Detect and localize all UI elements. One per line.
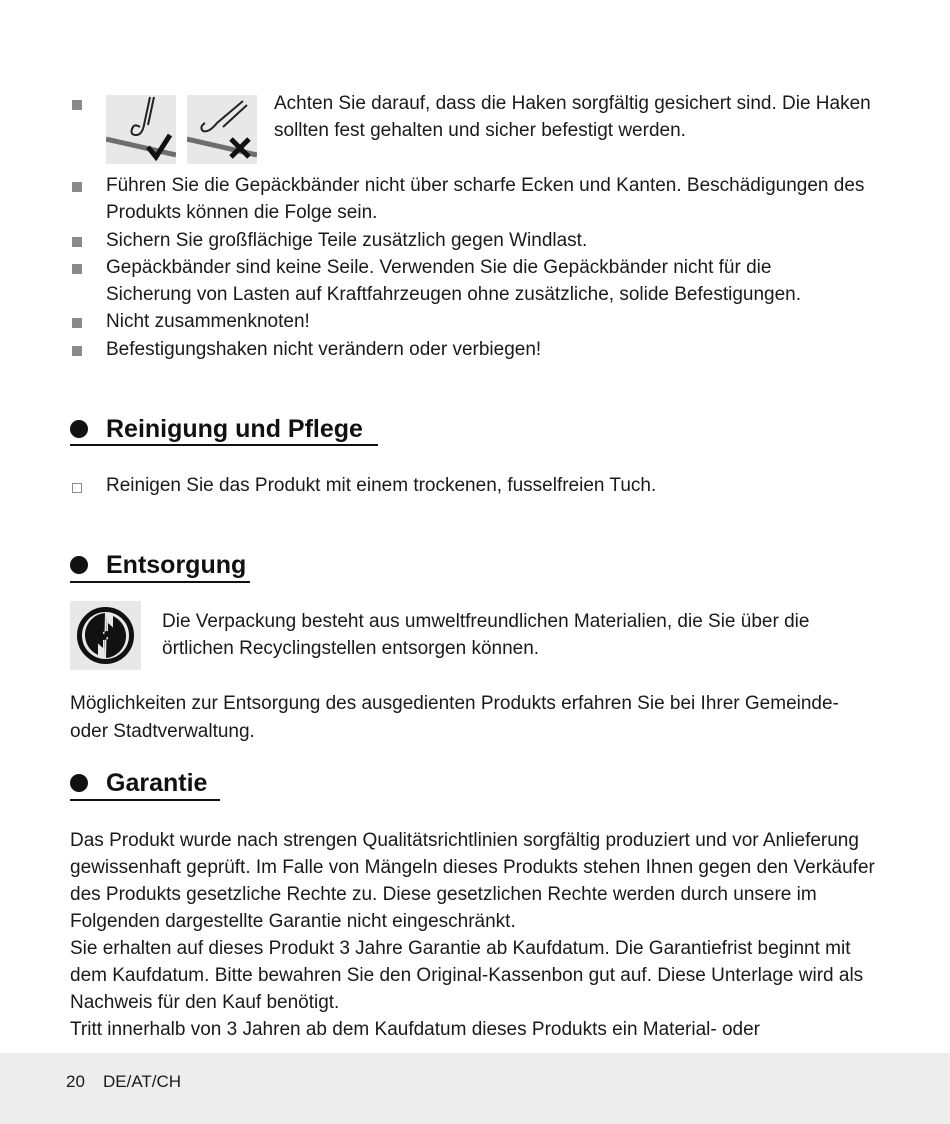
- warranty-text-line: Das Produkt wurde nach strengen Qualitätsrichtlinien sorgfältig produziert und vor Anlieferung: [70, 830, 859, 851]
- list-bullet: [72, 100, 82, 110]
- section-title: Entsorgung: [106, 551, 247, 579]
- list-item: Befestigungshaken nicht verändern oder verbiegen!: [106, 339, 542, 360]
- list-item: Produkts können die Folge sein.: [106, 202, 378, 223]
- list-item: Sichern Sie großflächige Teile zusätzlich gegen Windlast.: [106, 230, 588, 251]
- hook-incorrect-icon: [187, 95, 257, 164]
- disposal-text-line: Möglichkeiten zur Entsorgung des ausgedienten Produkts erfahren Sie bei Ihrer Gemeinde-: [70, 693, 839, 714]
- section-title: Reinigung und Pflege: [106, 415, 363, 443]
- warranty-text-line: Folgenden dargestellte Garantie nicht eingeschränkt.: [70, 911, 516, 932]
- region-label: DE/AT/CH: [103, 1072, 182, 1091]
- warranty-text-line: dem Kaufdatum. Bitte bewahren Sie den Original-Kassenbon gut auf. Diese Unterlage wird als: [70, 965, 864, 986]
- cleaning-step: Reinigen Sie das Produkt mit einem trockenen, fusselfreien Tuch.: [106, 475, 657, 496]
- list-bullet: [72, 346, 82, 356]
- warranty-text-line: Sie erhalten auf dieses Produkt 3 Jahre Garantie ab Kaufdatum. Die Garantiefrist beginnt mit: [70, 938, 851, 959]
- list-item: Sicherung von Lasten auf Kraftfahrzeugen ohne zusätzliche, solide Befestigungen.: [106, 284, 802, 305]
- green-dot-recycling-icon: [70, 601, 141, 670]
- section-underline: [70, 581, 250, 583]
- list-item: Gepäckbänder sind keine Seile. Verwenden Sie die Gepäckbänder nicht für die: [106, 257, 772, 278]
- warranty-text-line: Tritt innerhalb von 3 Jahren ab dem Kaufdatum dieses Produkts ein Material- oder: [70, 1019, 760, 1040]
- warranty-text-line: Nachweis für den Kauf benötigt.: [70, 992, 340, 1013]
- list-bullet: [72, 318, 82, 328]
- hook-correct-icon: [106, 95, 176, 164]
- section-underline: [70, 444, 378, 446]
- section-bullet-icon: [70, 774, 88, 792]
- list-bullet: [72, 237, 82, 247]
- page-number: 20: [66, 1072, 85, 1091]
- section-heading-disposal: [70, 549, 246, 581]
- list-item: Nicht zusammenknoten!: [106, 311, 310, 332]
- section-title: Garantie: [106, 769, 208, 797]
- section-heading-warranty: [70, 767, 207, 799]
- warranty-text-line: des Produkts gesetzliche Rechte zu. Diese gesetzlichen Rechte werden durch unsere im: [70, 884, 817, 905]
- section-underline: [70, 799, 220, 801]
- section-bullet-icon: [70, 556, 88, 574]
- warranty-text-line: gewissenhaft geprüft. Im Falle von Mängeln dieses Produkts stehen Ihnen gegen den Verkäufer: [70, 857, 875, 878]
- packaging-note-line: örtlichen Recyclingstellen entsorgen können.: [162, 638, 540, 659]
- section-heading-cleaning: [70, 413, 363, 445]
- disposal-text-line: oder Stadtverwaltung.: [70, 721, 255, 742]
- list-bullet: [72, 264, 82, 274]
- hook-note-line: sollten fest gehalten und sicher befestigt werden.: [274, 120, 686, 141]
- list-bullet: [72, 182, 82, 192]
- section-bullet-icon: [70, 420, 88, 438]
- packaging-note-line: Die Verpackung besteht aus umweltfreundlichen Materialien, die Sie über die: [162, 611, 810, 632]
- step-checkbox-icon: [72, 483, 82, 493]
- hook-note-line: Achten Sie darauf, dass die Haken sorgfältig gesichert sind. Die Haken: [274, 93, 871, 114]
- list-item: Führen Sie die Gepäckbänder nicht über scharfe Ecken und Kanten. Beschädigungen des: [106, 175, 865, 196]
